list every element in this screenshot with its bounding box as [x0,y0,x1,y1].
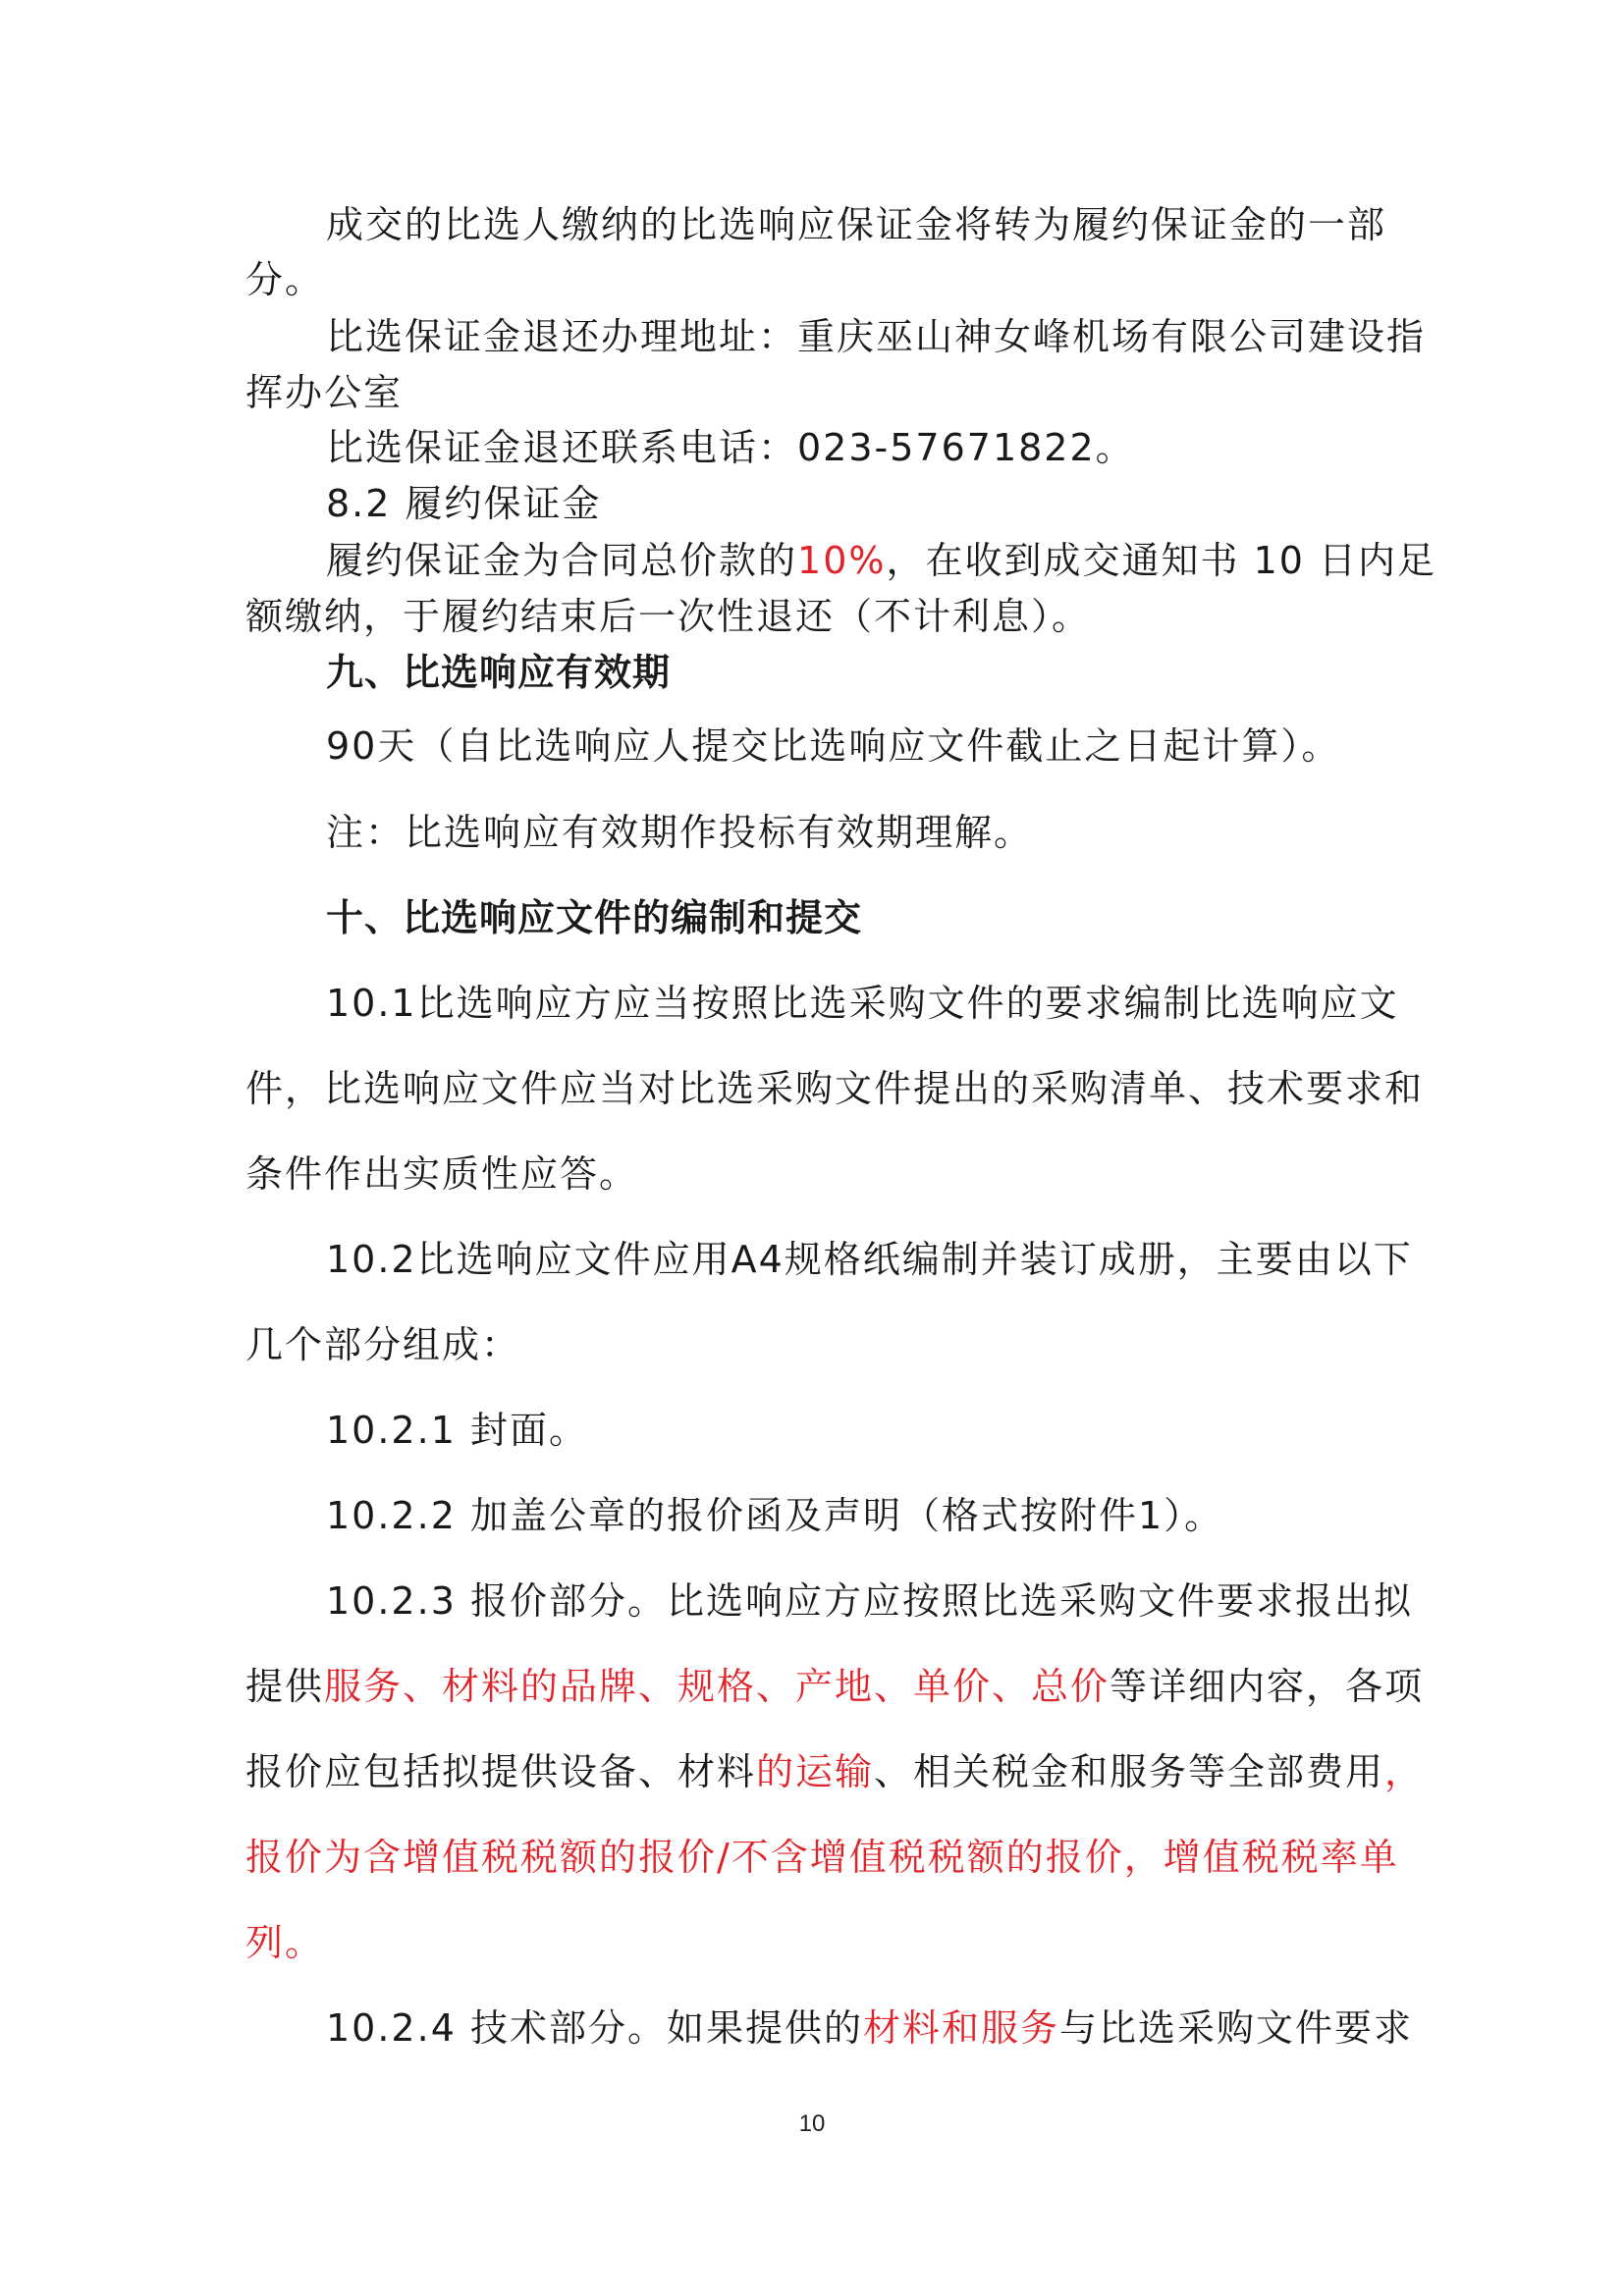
note-line [326,810,1475,855]
text-run: 提供 [245,1665,325,1708]
highlight-text: 10% [797,539,887,582]
paragraph-line [245,1835,1399,1880]
paragraph-line [245,1322,1394,1367]
text-run: 10.2.4 技术部分。如果提供的 [326,2006,863,2050]
text-run: 九、比选响应有效期 [326,651,672,694]
text-run: 件，比选响应文件应当对比选采购文件提出的采购清单、技术要求和 [245,1067,1425,1110]
highlight-text: 材料和服务 [862,2006,1059,2050]
paragraph-line [326,723,1475,769]
paragraph-line [326,1493,1475,1538]
text-run: 报价应包括拟提供设备、材料 [245,1750,757,1793]
paragraph-line [245,257,1394,302]
text-run: 分。 [245,258,325,301]
paragraph-line [245,1151,1394,1197]
paragraph-line [245,1920,1394,1965]
paragraph-line [326,314,1475,359]
text-run: 注：比选响应有效期作投标有效期理解。 [326,811,1034,854]
paragraph-line [326,202,1475,247]
text-run: 、相关税金和服务等全部费用 [874,1750,1385,1793]
page-number: 10 [798,2110,826,2137]
paragraph-line [326,1408,1475,1453]
paragraph-line [326,1578,1475,1624]
paragraph-line [326,425,1475,470]
highlight-text: 的运输 [756,1750,875,1793]
paragraph-line [245,1066,1425,1111]
text-run: 10.2.1 封面。 [326,1409,588,1452]
paragraph-line [326,1237,1475,1282]
text-run: 挥办公室 [245,371,404,414]
highlight-text: 服务、材料的品牌、规格、产地、单价、总价 [324,1665,1110,1708]
text-run: 等详细内容，各项 [1110,1665,1425,1708]
text-run: 90天（自比选响应人提交比选响应文件截止之日起计算）。 [326,724,1341,768]
text-run: 成交的比选人缴纳的比选响应保证金将转为履约保证金的一部 [326,203,1387,246]
text-run: 10.2.3 报价部分。比选响应方应按照比选采购文件要求报出拟 [326,1579,1413,1623]
paragraph-line [245,1664,1425,1709]
text-run: 条件作出实质性应答。 [245,1152,639,1196]
paragraph-line [245,1749,1425,1794]
section-subtitle [326,481,1475,526]
paragraph-line [326,2005,1475,2051]
text-run: 10.1比选响应方应当按照比选采购文件的要求编制比选响应文 [326,982,1399,1025]
text-run: 履约保证金为合同总价款的 [326,539,798,582]
text-run: 10.2.2 加盖公章的报价函及声明（格式按附件1）。 [326,1494,1224,1537]
paragraph-line [326,981,1475,1026]
text-run: 比选保证金退还联系电话：023-57671822。 [326,426,1135,469]
section-heading [326,650,1475,695]
text-run: 额缴纳，于履约结束后一次性退还（不计利息）。 [245,595,1092,638]
highlight-text: 列。 [245,1921,325,1964]
text-run: 几个部分组成： [245,1323,521,1366]
highlight-text: ， [1384,1750,1425,1793]
text-run: ，在收到成交通知书 10 日内足 [886,539,1436,582]
text-run: 与比选采购文件要求 [1058,2006,1413,2050]
paragraph-line [245,370,1394,415]
text-run: 10.2比选响应文件应用A4规格纸编制并装订成册，主要由以下 [326,1238,1413,1281]
section-heading [326,895,1475,940]
text-run: 十、比选响应文件的编制和提交 [326,896,863,939]
paragraph-line [326,538,1475,583]
text-run: 8.2 履约保证金 [326,482,602,525]
paragraph-line [245,594,1394,639]
text-run: 比选保证金退还办理地址：重庆巫山神女峰机场有限公司建设指 [326,315,1427,358]
highlight-text: 报价为含增值税税额的报价/不含增值税税额的报价，增值税税率单 [245,1836,1399,1879]
